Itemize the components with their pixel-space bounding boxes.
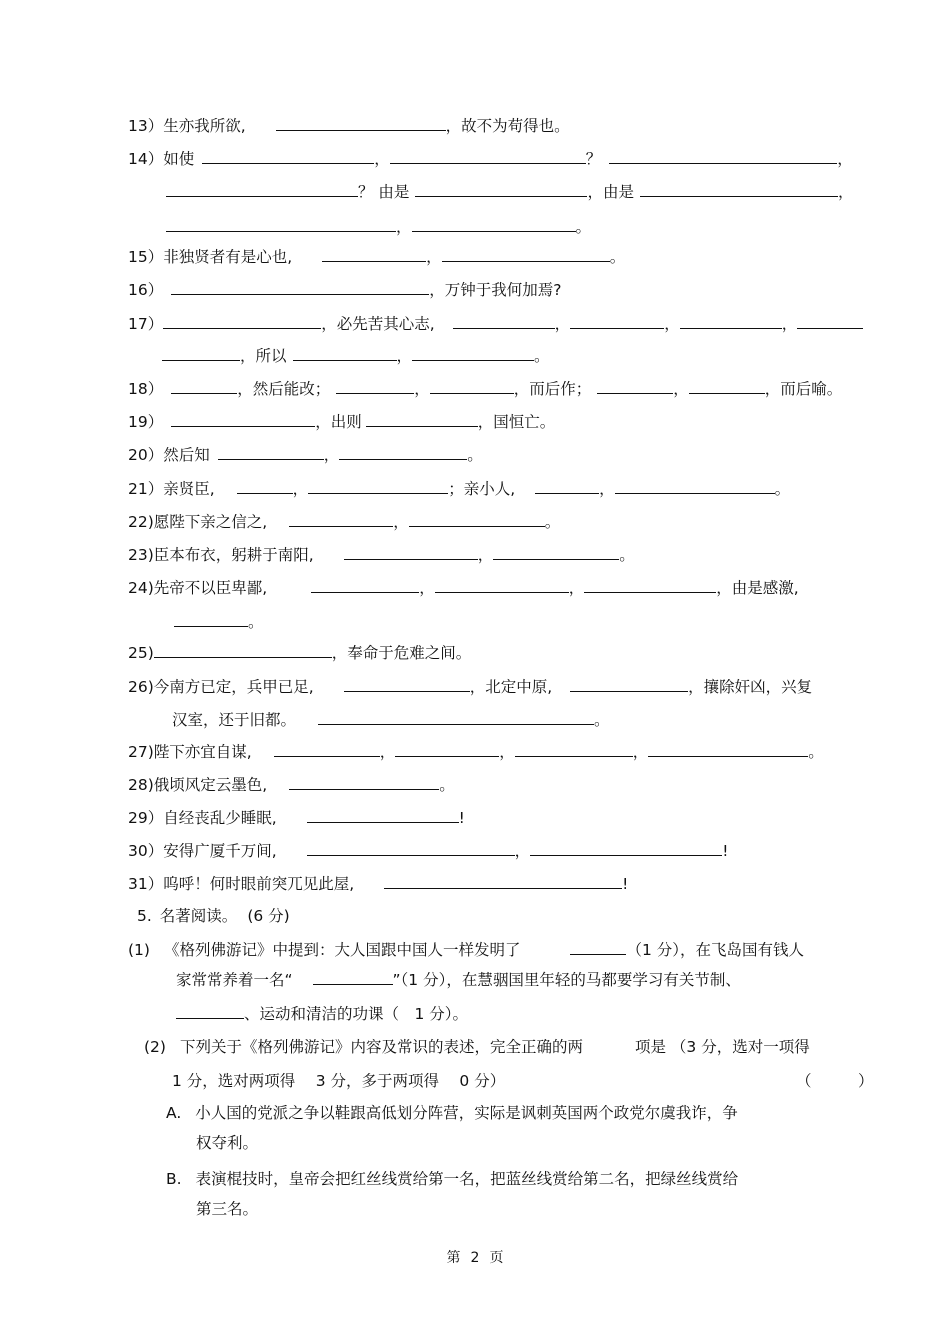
part-1-line3: 、运动和清洁的功课（ 1 分）。 xyxy=(176,1003,468,1024)
blank[interactable] xyxy=(313,969,393,985)
blank[interactable] xyxy=(166,216,396,232)
blank[interactable] xyxy=(171,378,237,394)
blank[interactable] xyxy=(163,313,321,329)
blank[interactable] xyxy=(274,741,380,757)
blank[interactable] xyxy=(336,378,414,394)
blank[interactable] xyxy=(597,378,673,394)
blank[interactable] xyxy=(395,741,499,757)
blank[interactable] xyxy=(162,345,240,361)
question-23: 23)臣本布衣，躬耕于南阳, ， 。 xyxy=(128,546,635,564)
blank[interactable] xyxy=(412,345,534,361)
blank[interactable] xyxy=(530,840,722,856)
blank[interactable] xyxy=(648,741,808,757)
blank[interactable] xyxy=(584,577,716,593)
question-31: 31）呜呼！何时眼前突兀见此屋, ! xyxy=(128,875,629,893)
blank[interactable] xyxy=(609,148,837,164)
blank[interactable] xyxy=(311,577,419,593)
blank[interactable] xyxy=(689,378,765,394)
question-27: 27)陛下亦宜自谋, ， ， ， 。 xyxy=(128,743,824,761)
question-21: 21）亲贤臣, ， ；亲小人, ， 。 xyxy=(128,480,791,498)
blank[interactable] xyxy=(307,840,515,856)
question-24-line1: 24)先帝不以臣卑鄙, ， ， ，由是感激, xyxy=(128,579,799,597)
option-b-line1: B. 表演棍技时，皇帝会把红丝线赏给第一名，把蓝丝线赏给第二名，把绿丝线赏给 xyxy=(166,1170,739,1188)
option-a-line1: A. 小人国的党派之争以鞋跟高低划分阵营，实际是讽刺英国两个政党尔虞我诈，争 xyxy=(166,1104,738,1122)
page-footer: 第 2 页 xyxy=(446,1250,504,1266)
blank[interactable] xyxy=(322,246,426,262)
blank[interactable] xyxy=(535,478,599,494)
question-22: 22)愿陛下亲之信之, ， 。 xyxy=(128,513,561,531)
blank[interactable] xyxy=(318,709,594,725)
blank[interactable] xyxy=(276,115,446,131)
blank[interactable] xyxy=(615,478,775,494)
blank[interactable] xyxy=(202,148,374,164)
blank[interactable] xyxy=(797,313,863,329)
blank[interactable] xyxy=(515,741,633,757)
question-18: 18） ，然后能改； ， ，而后作； ， ，而后喻。 xyxy=(128,380,843,398)
blank[interactable] xyxy=(384,873,622,889)
blank[interactable] xyxy=(171,279,429,295)
question-20: 20）然后知 ， 。 xyxy=(128,446,483,464)
blank[interactable] xyxy=(390,148,586,164)
question-19: 19） ，出则 ，国恒亡。 xyxy=(128,413,556,431)
part-2-line2: 1 分，选对两项得 3 分，多于两项得 0 分） xyxy=(172,1072,506,1090)
question-15: 15）非独贤者有是心也, ， 。 xyxy=(128,248,626,266)
question-14-line1: 14）如使 ， ？ ， xyxy=(128,150,853,168)
page-number: 2 xyxy=(470,1250,480,1266)
blank[interactable] xyxy=(409,511,545,527)
blank[interactable] xyxy=(344,676,470,692)
option-a-line2: 权夺利。 xyxy=(196,1134,259,1152)
blank[interactable] xyxy=(293,345,397,361)
blank[interactable] xyxy=(640,181,838,197)
question-28: 28)俄顷风定云墨色, 。 xyxy=(128,776,455,794)
blank[interactable] xyxy=(174,611,248,627)
question-17-line1: 17） ，必先苦其心志, ， ， ， xyxy=(128,313,863,334)
question-16: 16） ，万钟于我何加焉? xyxy=(128,281,562,299)
blank[interactable] xyxy=(430,378,514,394)
blank[interactable] xyxy=(166,181,358,197)
blank[interactable] xyxy=(570,313,664,329)
answer-parentheses[interactable]: （ ） xyxy=(796,1072,874,1090)
question-29: 29）自经丧乱少睡眠, ! xyxy=(128,809,465,827)
blank[interactable] xyxy=(453,313,555,329)
blank[interactable] xyxy=(570,676,688,692)
blank[interactable] xyxy=(344,544,478,560)
blank[interactable] xyxy=(339,444,467,460)
blank[interactable] xyxy=(412,216,576,232)
question-14-line3: ， 。 xyxy=(166,216,591,237)
question-26-line1: 26)今南方已定，兵甲已足, ，北定中原, ，攘除奸凶，兴复 xyxy=(128,678,813,696)
blank[interactable] xyxy=(307,807,459,823)
question-25: 25) ，奉命于危难之间。 xyxy=(128,644,472,662)
blank[interactable] xyxy=(493,544,619,560)
blank[interactable] xyxy=(680,313,782,329)
blank[interactable] xyxy=(308,478,448,494)
question-14-line2: ？ 由是 ，由是 ， xyxy=(166,181,853,202)
part-1-line1: (1) 《格列佛游记》中提到：大人国跟中国人一样发明了 （1 分），在飞岛国有钱人 xyxy=(128,941,805,959)
question-26-line2: 汉室，还于旧都。 。 xyxy=(172,711,610,729)
blank[interactable] xyxy=(171,411,315,427)
blank[interactable] xyxy=(366,411,478,427)
blank[interactable] xyxy=(435,577,569,593)
blank[interactable] xyxy=(218,444,324,460)
blank[interactable] xyxy=(237,478,293,494)
question-17-line2: ，所以 ， 。 xyxy=(162,345,550,366)
blank[interactable] xyxy=(289,774,439,790)
blank[interactable] xyxy=(176,1003,244,1019)
part-2-line1: (2) 下列关于《格列佛游记》内容及常识的表述，完全正确的两 项是 （3 分，选对一项得 xyxy=(144,1038,810,1056)
question-13: 13）生亦我所欲, ，故不为苟得也。 xyxy=(128,117,570,135)
blank[interactable] xyxy=(442,246,610,262)
question-24-line2: 。 xyxy=(174,611,264,632)
blank[interactable] xyxy=(154,642,332,658)
option-b-line2: 第三名。 xyxy=(196,1200,259,1218)
blank[interactable] xyxy=(570,939,626,955)
part-1-line2: 家常常养着一名“ ”（1 分），在慧骃国里年轻的马都要学习有关节制、 xyxy=(176,971,741,989)
question-30: 30）安得广厦千万间, ， ! xyxy=(128,842,729,860)
blank[interactable] xyxy=(415,181,587,197)
section-5-heading: 5. 名著阅读。 (6 分) xyxy=(137,907,290,925)
blank[interactable] xyxy=(289,511,393,527)
